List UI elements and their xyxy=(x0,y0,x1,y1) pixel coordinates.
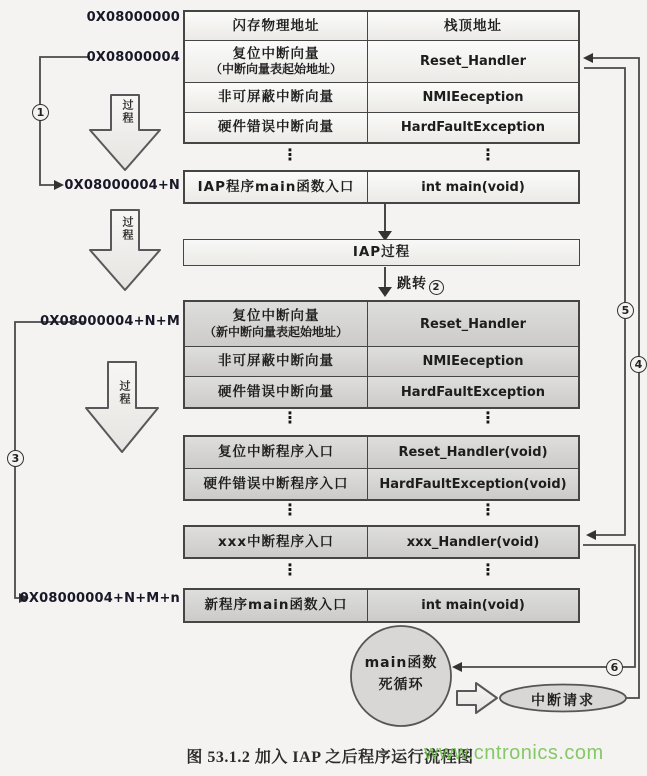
cell-label: 复位中断程序入口 xyxy=(218,444,334,461)
xxx-handler-row xyxy=(183,525,580,559)
table-row xyxy=(185,346,578,376)
cell-label: 硬件错误中断向量 xyxy=(218,383,334,400)
table-row xyxy=(185,590,578,621)
cell-value: NMIEeception xyxy=(422,90,524,105)
ellipsis: ⋮ xyxy=(282,408,298,427)
cell-label: 硬件错误中断向量 xyxy=(218,119,334,136)
iap-process-label: IAP过程 xyxy=(352,244,411,261)
exec-arrow-label-3: 过程 xyxy=(118,380,131,406)
ellipsis: ⋮ xyxy=(480,145,496,164)
ellipsis: ⋮ xyxy=(480,500,496,519)
ellipsis: ⋮ xyxy=(282,145,298,164)
step2-marker: 2 xyxy=(429,280,444,295)
address-label-iap-main: 0X08000004+N xyxy=(64,178,180,193)
interrupt-block-arrow xyxy=(457,683,497,713)
iap-process-box xyxy=(183,239,580,266)
cell-value: Reset_Handler(void) xyxy=(398,445,548,460)
interrupt-request-label: 中断请求 xyxy=(531,693,595,709)
step6-arrowhead xyxy=(452,662,462,672)
address-label-base: 0X08000000 xyxy=(86,10,180,25)
cell-sublabel: （新中断向量表起始地址） xyxy=(203,324,348,339)
exec-arrow-label-1: 过程 xyxy=(121,99,134,125)
address-label-reset: 0X08000004 xyxy=(86,50,180,65)
cell-label: xxx中断程序入口 xyxy=(217,533,335,550)
step4-connector xyxy=(593,58,639,698)
top-vector-table xyxy=(183,10,580,144)
table-row xyxy=(185,468,578,499)
cell-value: Reset_Handler xyxy=(420,54,526,69)
cell-value: HardFaultException xyxy=(400,384,546,400)
step5-connector xyxy=(584,68,625,535)
cell-label: 闪存物理地址 xyxy=(232,17,320,34)
flow-arrowhead-jump xyxy=(378,287,392,297)
table-row xyxy=(185,172,578,202)
exec-arrow-label-2: 过程 xyxy=(121,216,134,242)
main-loop-line2: 死循环 xyxy=(378,677,424,694)
table-row xyxy=(185,527,578,557)
handler-table xyxy=(183,435,580,501)
exec-arrow-3 xyxy=(86,362,158,452)
cell-value: int main(void) xyxy=(421,598,525,613)
table-row xyxy=(185,437,578,468)
new-vector-table xyxy=(183,300,580,409)
cell-label: 非可屏蔽中断向量 xyxy=(218,89,334,106)
new-main-row xyxy=(183,588,580,623)
iap-main-row xyxy=(183,170,580,204)
step4-marker: 4 xyxy=(630,356,647,373)
ellipsis: ⋮ xyxy=(480,408,496,427)
cell-label: IAP程序main函数入口 xyxy=(197,178,355,195)
address-label-new-main: 0X08000004+N+M+n xyxy=(19,591,180,606)
table-row xyxy=(185,376,578,407)
step5-marker: 5 xyxy=(617,302,634,319)
figure-caption: 图 53.1.2 加入 IAP 之后程序运行流程图 xyxy=(186,749,474,766)
table-row xyxy=(185,82,578,112)
ellipsis: ⋮ xyxy=(282,500,298,519)
table-row xyxy=(185,40,578,82)
cell-value: Reset_Handler xyxy=(420,316,526,332)
step3-marker: 3 xyxy=(7,450,24,467)
cell-label: 复位中断向量 xyxy=(232,45,320,62)
ellipsis: ⋮ xyxy=(282,560,298,579)
cell-value: HardFaultException xyxy=(400,120,546,135)
cell-value: HardFaultException(void) xyxy=(379,476,567,492)
cell-value: int main(void) xyxy=(421,179,525,195)
cell-label: 新程序main函数入口 xyxy=(204,597,348,614)
step3-connector xyxy=(15,322,86,598)
ellipsis: ⋮ xyxy=(480,560,496,579)
step5-arrowhead xyxy=(586,530,596,540)
jump-text: 跳转 xyxy=(397,276,427,292)
cell-sublabel: （中断向量表起始地址） xyxy=(209,62,342,77)
step1-marker: 1 xyxy=(32,104,49,121)
step4-arrowhead xyxy=(583,53,593,63)
cell-value: 栈顶地址 xyxy=(444,17,502,34)
cell-value: xxx_Handler(void) xyxy=(406,534,540,550)
main-loop-line1: main函数 xyxy=(364,655,438,671)
main-loop-label xyxy=(350,652,452,697)
cell-label: 非可屏蔽中断向量 xyxy=(218,353,334,370)
address-label-new-table: 0X08000004+N+M xyxy=(40,314,180,329)
step6-marker: 6 xyxy=(606,659,623,676)
watermark: www.cntronics.com xyxy=(424,742,604,764)
table-row xyxy=(185,112,578,142)
cell-label: 复位中断向量 xyxy=(232,308,320,325)
jump-step2-label xyxy=(397,273,444,295)
step1-connector xyxy=(40,57,90,185)
cell-value: NMIEeception xyxy=(422,354,524,369)
table-row xyxy=(185,302,578,346)
cell-label: 硬件错误中断程序入口 xyxy=(203,475,349,492)
table-row xyxy=(185,12,578,40)
